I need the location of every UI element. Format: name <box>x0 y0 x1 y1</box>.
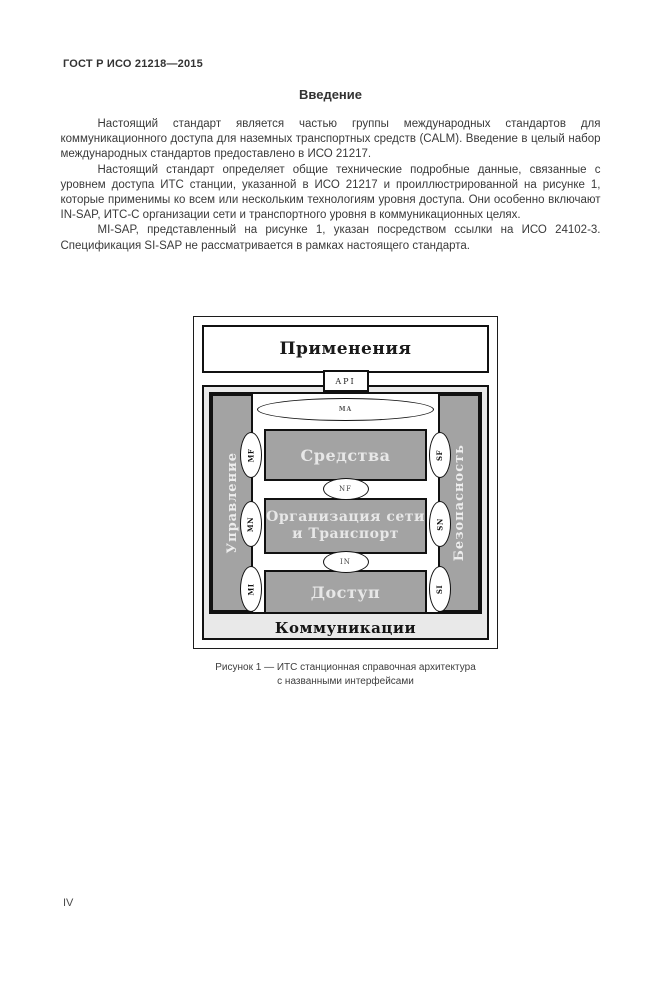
in-sap-ellipse <box>323 551 369 573</box>
security-label: Безопасность <box>451 444 467 562</box>
figure-caption <box>193 661 498 689</box>
mf-sap-ellipse <box>240 432 262 478</box>
communications-label: Коммуникации <box>274 619 417 637</box>
document-standard-number: ГОСТ Р ИСО 21218—2015 <box>63 58 203 70</box>
access-box <box>264 570 427 614</box>
paragraph-2: Настоящий стандарт определяет общие технические подробные данные, связанные с уровнем доступа ИТС станции, указанной в ИСО 21217 и проиллюстрированной на рисунке 1, которые применимы ко всем или нескольким технологиям уровня доступа. Они особенно включают IN-SAP, ИТС-С организации сети и транспортного уровня в коммуникационных целях. <box>60 163 601 222</box>
mi-sap-ellipse <box>240 566 262 612</box>
sf-sap-label: SF <box>435 449 445 461</box>
layer-stack <box>209 392 482 614</box>
networking-label-line1: Организация сети <box>266 509 425 525</box>
ma-sap-ellipse <box>257 398 434 421</box>
communications-box <box>202 385 489 640</box>
page-number: IV <box>63 897 74 909</box>
layer-column <box>253 394 438 612</box>
figure-caption-line2: с названными интерфейсами <box>277 676 414 687</box>
paragraph-1: Настоящий стандарт является частью группы международных стандартов для коммуникационного доступа для наземных транспортных средств (CALM). Введение в целый набор международных стандартов предоставлено в ИСО 21217. <box>60 118 601 161</box>
sf-sap-ellipse <box>429 432 451 478</box>
sn-sap-ellipse <box>429 501 451 547</box>
mn-sap-ellipse <box>240 501 262 547</box>
access-label: Доступ <box>310 582 381 602</box>
api-interface-box <box>323 370 369 392</box>
networking-transport-box <box>264 498 427 554</box>
section-title: Введение <box>299 87 362 102</box>
mn-sap-label: MN <box>246 516 256 532</box>
management-label: Управление <box>224 452 240 554</box>
figure-caption-line1: Рисунок 1 — ИТС станционная справочная архитектура <box>215 662 476 673</box>
nf-sap-label: NF <box>339 485 352 493</box>
paragraph-3: MI-SAP, представленный на рисунке 1, указан посредством ссылки на ИСО 24102-3. Спецификация SI-SAP не рассматривается в рамках настоящего стандарта. <box>60 224 601 252</box>
mf-sap-label: MF <box>246 448 256 462</box>
si-sap-ellipse <box>429 566 451 612</box>
in-sap-label: IN <box>340 558 351 566</box>
sn-sap-label: SN <box>435 517 445 531</box>
facilities-box <box>264 429 427 481</box>
introduction-text <box>61 117 601 254</box>
nf-sap-ellipse <box>323 478 369 500</box>
facilities-label: Средства <box>300 445 391 465</box>
si-sap-label: SI <box>435 584 445 594</box>
figure-frame <box>193 316 498 649</box>
ma-sap-label: MA <box>338 406 353 413</box>
api-label: API <box>335 376 356 386</box>
figure-1 <box>193 316 498 689</box>
mi-sap-label: MI <box>246 582 256 596</box>
networking-label-line2: и Транспорт <box>292 526 399 542</box>
applications-box <box>202 325 489 373</box>
applications-label: Применения <box>279 339 412 359</box>
